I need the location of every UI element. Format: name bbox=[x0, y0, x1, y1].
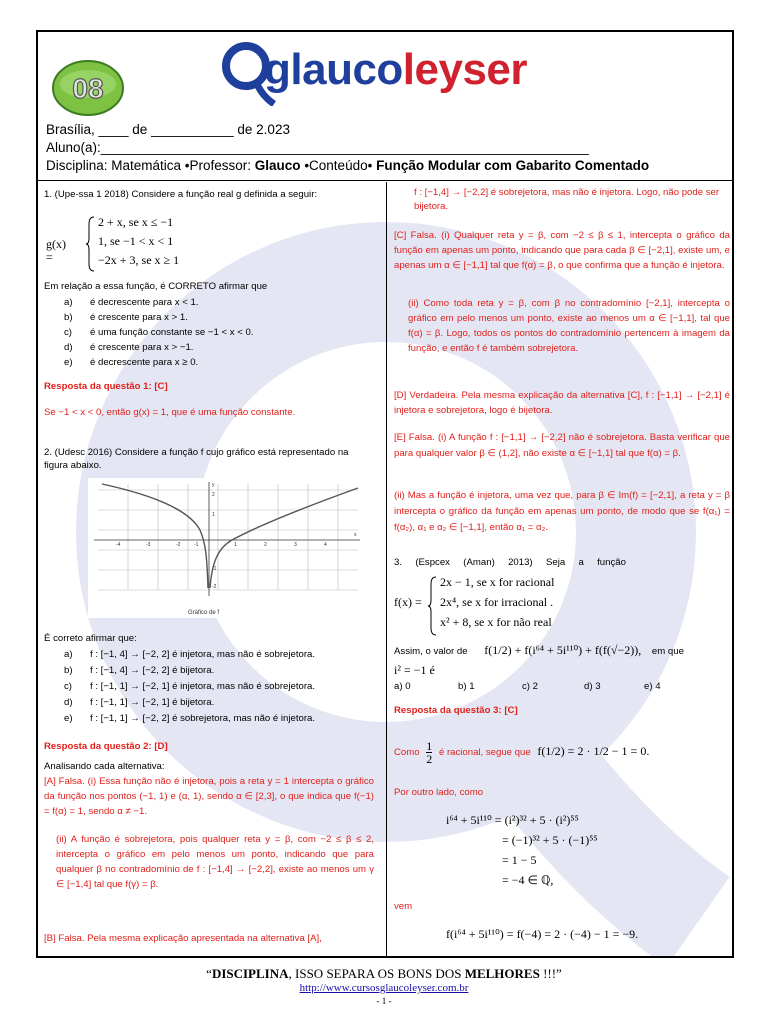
q1-option-b bbox=[44, 311, 364, 326]
q1-gx-label: g(x) = bbox=[46, 237, 66, 265]
svg-text:-1: -1 bbox=[194, 542, 199, 548]
svg-text:4: 4 bbox=[324, 542, 327, 548]
q3-calc-1: i⁶⁴ + 5i¹¹⁰ = (i²)³² + 5 · (i²)⁵⁵ bbox=[446, 813, 579, 827]
option-letter: a) bbox=[64, 649, 73, 660]
svg-text:2: 2 bbox=[264, 542, 267, 548]
svg-text:-4: -4 bbox=[116, 542, 121, 548]
q2-alt-c-part1: [C] Falsa. (i) Qualquer reta y = β, com −2 ≤ β ≤ 1, intercepta o gráfico da função em apenas um ponto, indicando que para cada β ∈ [−2,1], existe um, e apenas um α ∈ [−1,1] tal que f(α) = β, o que confirma que a função é injetora. bbox=[394, 230, 730, 271]
q2-alt-b-part2: f : [−1,4] → [−2,2] é sobrejetora, mas não é injetora. Logo, não pode ser bijetora. bbox=[414, 187, 720, 212]
q2-intro: É correto afirmar que: bbox=[44, 633, 137, 644]
q2-option-c bbox=[44, 680, 374, 696]
student-name-line: Aluno(a):_________________________________________________________________ bbox=[46, 140, 589, 155]
right-column bbox=[394, 184, 730, 958]
q1-answer-text: Se −1 < x < 0, então g(x) = 1, que é uma função constante. bbox=[44, 407, 296, 418]
brace-icon bbox=[428, 576, 438, 636]
q2-stem: 2. (Udesc 2016) Considere a função f cujo gráfico está representado na figura abaixo. bbox=[44, 447, 349, 472]
option-text: é decrescente para x ≥ 0. bbox=[90, 357, 199, 368]
q3-piece-3: x² + 8, se x for não real bbox=[440, 615, 552, 629]
quote-word-melhores: MELHORES bbox=[464, 966, 540, 981]
q1-intro: Em relação a essa função, é CORRETO afirmar que bbox=[44, 281, 268, 292]
graph-caption: Gráfico de f bbox=[188, 610, 220, 616]
option-text: é crescente para x > 1. bbox=[90, 312, 188, 323]
q2-alt-e-part1: [E] Falsa. (i) A função f : [−1,1] → [−2,2] não é sobrejetora. Basta verificar que para qualquer valor β ∈ (1,2], não existe α ∈ [−1,1] tal que f(α) = β. bbox=[394, 432, 730, 459]
q3-question-a: Assim, o valor de bbox=[394, 646, 468, 657]
option-letter: b) bbox=[64, 665, 73, 676]
q3-option-e: e) 4 bbox=[644, 681, 661, 692]
q2-analysis-intro: Analisando cada alternativa: bbox=[44, 761, 165, 772]
svg-text:1: 1 bbox=[212, 512, 215, 518]
option-text: é decrescente para x < 1. bbox=[90, 297, 199, 308]
brand-logo bbox=[216, 34, 616, 106]
q3-expression: f(1/2) + f(i⁶⁴ + 5i¹¹⁰) + f(f(√−2)), bbox=[484, 643, 642, 657]
logo-text-glauco: glauco bbox=[264, 45, 403, 94]
quote-open: “ bbox=[206, 966, 212, 981]
option-letter: c) bbox=[64, 327, 72, 338]
option-letter: c) bbox=[64, 681, 72, 692]
q2-option-e bbox=[44, 712, 374, 728]
quote-middle: , ISSO SEPARA OS BONS DOS bbox=[288, 966, 465, 981]
q3-piece-2: 2x⁴, se x for irracional . bbox=[440, 595, 554, 609]
footer-quote bbox=[0, 966, 768, 982]
subject-label: Disciplina: Matemática •Professor: bbox=[46, 158, 255, 173]
q1-option-c bbox=[44, 326, 364, 341]
q2-alt-c-part2: (ii) Como toda reta y = β, com β no contradomínio [−2,1], intercepta o gráfico em pelo menos um ponto, existe ao menos um α ∈ [−1,1], tal que f(α) = β. Logo, todos os pontos do contradomínio pertencem à imagem da função, e então f é também sobrejetora. bbox=[408, 298, 730, 354]
q1-answer-title: Resposta da questão 1: [C] bbox=[44, 381, 168, 392]
q3-como-b: é racional, segue que bbox=[438, 747, 531, 759]
subject-line bbox=[46, 158, 649, 173]
option-letter: d) bbox=[64, 697, 73, 708]
footer-url-line bbox=[0, 982, 768, 994]
option-text: f : [−1, 1] → [−2, 2] é sobrejetora, mas não é injetora. bbox=[90, 713, 316, 724]
svg-text:y: y bbox=[212, 482, 215, 488]
svg-text:-2: -2 bbox=[212, 584, 217, 590]
q3-calc-3: = 1 − 5 bbox=[502, 853, 537, 867]
svg-text:1: 1 bbox=[234, 542, 237, 548]
content-label: •Conteúdo• bbox=[300, 158, 377, 173]
option-letter: e) bbox=[64, 713, 73, 724]
option-letter: b) bbox=[64, 312, 73, 323]
brace-icon bbox=[86, 216, 96, 272]
professor-name: Glauco bbox=[254, 158, 301, 173]
header-divider bbox=[38, 180, 732, 181]
svg-text:-1: -1 bbox=[212, 566, 217, 572]
q3-question-b: em que bbox=[651, 646, 684, 657]
date-line: Brasília, ____ de ___________ de 2.023 bbox=[46, 122, 290, 137]
q3-final: f(i⁶⁴ + 5i¹¹⁰) = f(−4) = 2 · (−4) − 1 = −9. bbox=[446, 927, 639, 941]
q3-piece-1: 2x − 1, se x for racional bbox=[440, 575, 555, 589]
q3-como-line bbox=[394, 740, 649, 765]
page-number: - 1 - bbox=[376, 996, 392, 1006]
q3-option-c: c) 2 bbox=[522, 681, 538, 692]
q3-vem: vem bbox=[394, 901, 413, 912]
q3-option-a: a) 0 bbox=[394, 681, 411, 692]
q3-option-b: b) 1 bbox=[458, 681, 475, 692]
option-text: f : [−1, 4] → [−2, 2] é injetora, mas não é sobrejetora. bbox=[90, 649, 316, 660]
logo-text-leyser: leyser bbox=[402, 45, 528, 94]
q2-alt-a-part1: [A] Falsa. (i) Essa função não é injetora, pois a reta y = 1 intercepta o gráfico da função nos pontos (−1, 1) e (α, 1), sendo α ∈ [2,3], o que indica que f(−1) = f(α) = 1, sendo α ≠ −1. bbox=[44, 776, 374, 817]
quote-close: !!!” bbox=[539, 966, 562, 981]
svg-text:x: x bbox=[354, 532, 357, 538]
column-divider bbox=[386, 182, 387, 956]
svg-text:-2: -2 bbox=[176, 542, 181, 548]
q2-alt-a-part2: (ii) A função é sobrejetora, pois qualquer reta y = β, com −2 ≤ β ≤ 2, intercepta o gráfico em pelo menos um ponto, indicando que para qualquer β no contradomínio de f : [−1,4] → [−2,2], existe ao menos um γ ∈ [−1,4] tal que f(γ) = β. bbox=[56, 834, 374, 890]
q2-option-d bbox=[44, 696, 374, 712]
q3-option-d: d) 3 bbox=[584, 681, 601, 692]
logo-text bbox=[264, 44, 527, 96]
page-frame bbox=[36, 30, 734, 958]
q2-function-graph bbox=[88, 478, 364, 618]
option-text: é crescente para x > −1. bbox=[90, 342, 194, 353]
option-text: é uma função constante se −1 < x < 0. bbox=[90, 327, 254, 338]
q3-calc-4: = −4 ∈ ℚ, bbox=[502, 873, 554, 887]
website-link[interactable]: http://www.cursosglaucoleyser.com.br bbox=[299, 982, 469, 994]
q3-answer-title: Resposta da questão 3: [C] bbox=[394, 705, 518, 716]
svg-text:3: 3 bbox=[294, 542, 297, 548]
left-column bbox=[44, 184, 378, 958]
q1-stem: 1. (Upe-ssa 1 2018) Considere a função real g definida a seguir: bbox=[44, 189, 318, 200]
option-letter: d) bbox=[64, 342, 73, 353]
q1-piece-2: 1, se −1 < x < 1 bbox=[98, 234, 174, 248]
q2-option-b bbox=[44, 664, 374, 680]
q2-options bbox=[44, 648, 374, 728]
option-letter: a) bbox=[64, 297, 73, 308]
option-text: f : [−1, 1] → [−2, 1] é injetora, mas não é sobrejetora. bbox=[90, 681, 316, 692]
q3-i2: i² = −1 é bbox=[394, 663, 435, 677]
q2-option-a bbox=[44, 648, 374, 664]
q3-half-fraction: $\frac{1}{2}$ bbox=[426, 739, 433, 766]
quote-word-disciplina: DISCIPLINA bbox=[211, 966, 289, 981]
q2-answer-title: Resposta da questão 2: [D] bbox=[44, 741, 168, 752]
q1-piece-1: 2 + x, se x ≤ −1 bbox=[98, 215, 174, 229]
q3-calc-2: = (−1)³² + 5 · (−1)⁵⁵ bbox=[502, 833, 598, 847]
q2-alt-d: [D] Verdadeira. Pela mesma explicação da alternativa [C], f : [−1,1] → [−2,1] é injetora e sobrejetora, logo é bijetora. bbox=[394, 390, 730, 416]
q3-por-outro: Por outro lado, como bbox=[394, 787, 484, 798]
svg-text:-3: -3 bbox=[146, 542, 151, 548]
badge-text: 08 bbox=[72, 73, 104, 104]
q3-question bbox=[394, 644, 730, 658]
q1-option-a bbox=[44, 296, 364, 311]
lesson-number-badge bbox=[50, 58, 126, 118]
content-topic: Função Modular com Gabarito Comentado bbox=[376, 158, 650, 173]
q1-option-d bbox=[44, 341, 364, 356]
q3-como-c: f(1/2) = 2 · 1/2 − 1 = 0. bbox=[537, 744, 650, 759]
q1-piece-3: −2x + 3, se x ≥ 1 bbox=[98, 253, 180, 267]
q3-stem: 3. (Espcex (Aman) 2013) Seja a função bbox=[394, 557, 626, 568]
svg-text:2: 2 bbox=[212, 492, 215, 498]
q3-fx-label: f(x) = bbox=[394, 595, 422, 609]
q1-option-e bbox=[44, 356, 364, 371]
option-text: f : [−1, 1] → [−2, 1] é bijetora. bbox=[90, 697, 215, 708]
option-letter: e) bbox=[64, 357, 73, 368]
q1-options bbox=[44, 296, 364, 371]
q2-alt-b-part1: [B] Falsa. Pela mesma explicação apresentada na alternativa [A], bbox=[44, 933, 322, 944]
option-text: f : [−1, 4] → [−2, 2] é bijetora. bbox=[90, 665, 215, 676]
q2-alt-e-part2: (ii) Mas a função é injetora, uma vez que, para β ∈ Im(f) = [−2,1], a reta y = β intercepta o gráfico da função em apenas um ponto, de modo que se f(α₁) = f(α₂), α₁ e α₂ ∈ [−1,1], então α₁ = α₂. bbox=[394, 490, 730, 533]
q3-como-a: Como bbox=[394, 747, 420, 759]
